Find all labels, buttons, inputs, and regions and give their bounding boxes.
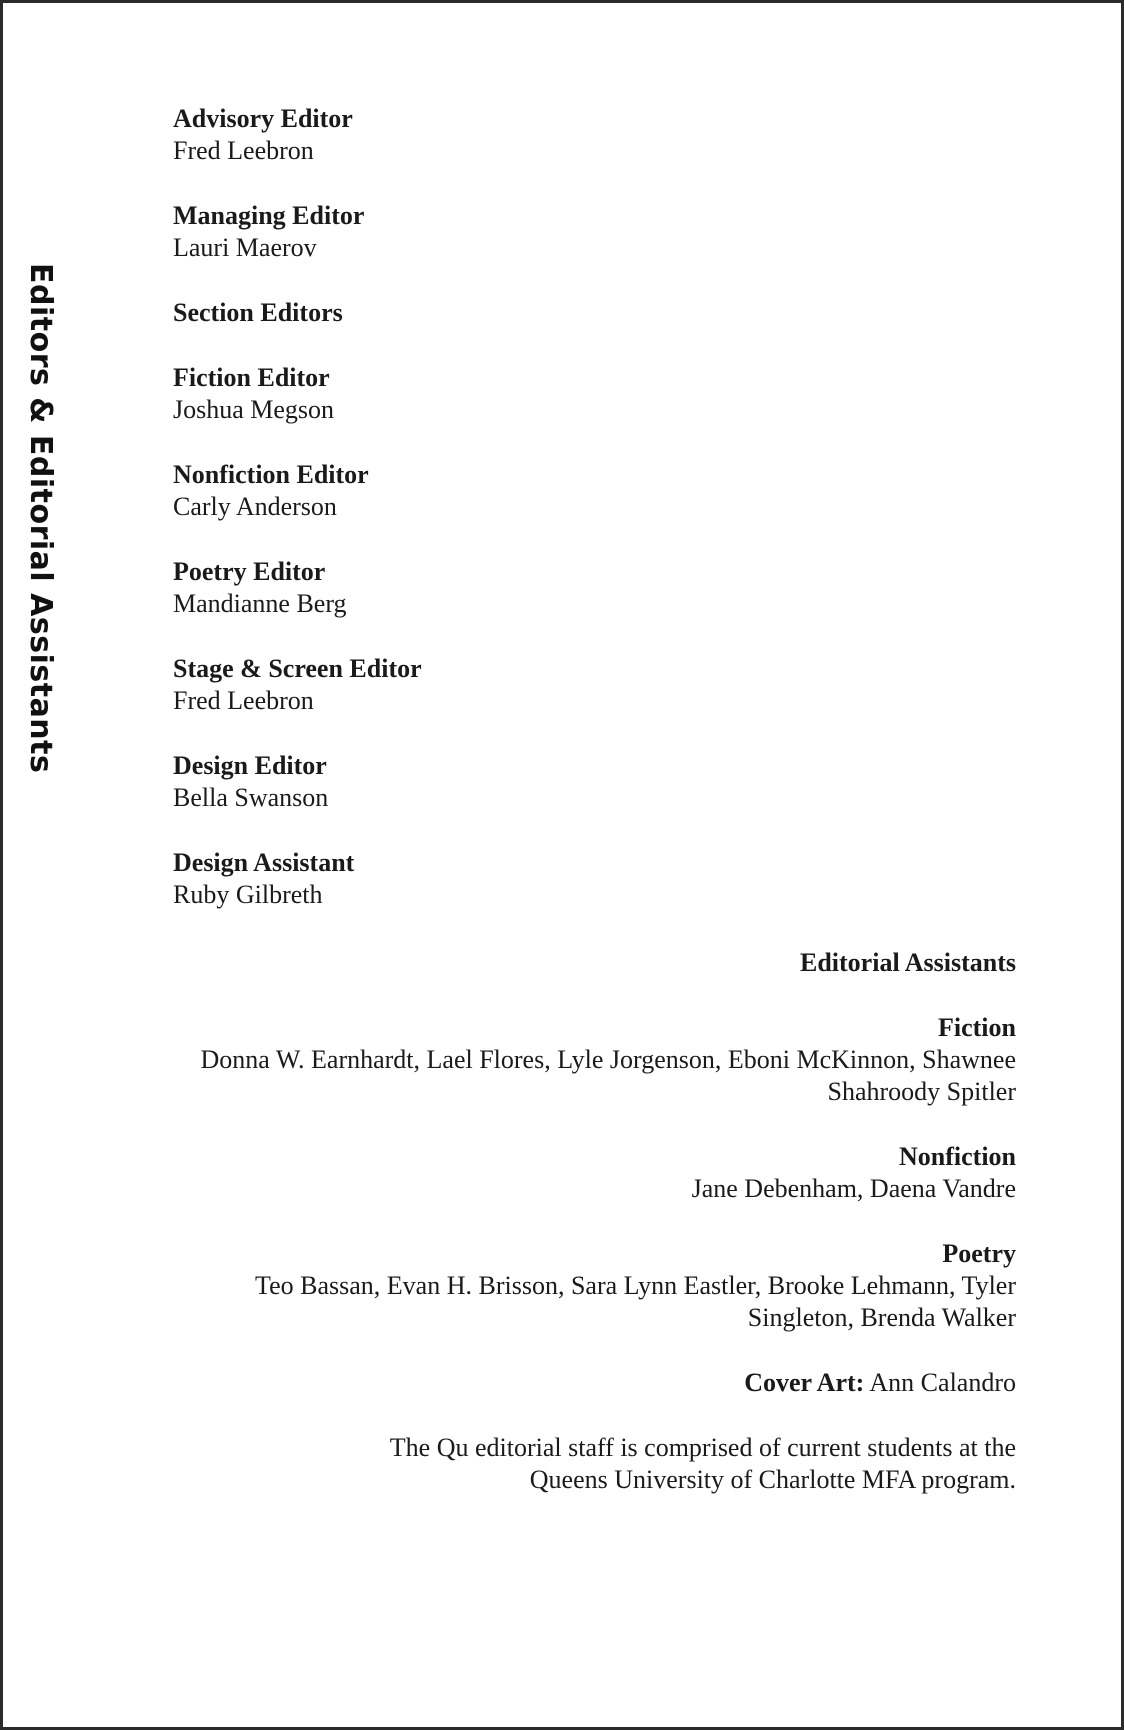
group-title: Poetry	[942, 1239, 1016, 1268]
assistant-group-poetry	[156, 1238, 1016, 1334]
masthead-entry	[173, 200, 873, 264]
assistant-group-fiction	[156, 1012, 1016, 1108]
role-title: Managing Editor	[173, 201, 365, 230]
group-names: Donna W. Earnhardt, Lael Flores, Lyle Jorgenson, Eboni McKinnon, Shawnee Shahroody Spitler	[200, 1045, 1016, 1106]
editorial-assistants-heading: Editorial Assistants	[800, 948, 1016, 977]
group-names: Jane Debenham, Daena Vandre	[691, 1174, 1016, 1203]
group-title: Fiction	[938, 1013, 1016, 1042]
person-name: Joshua Megson	[173, 395, 335, 424]
masthead-entry	[173, 297, 873, 329]
masthead-entry	[173, 847, 873, 911]
masthead-entry	[173, 103, 873, 167]
person-name: Mandianne Berg	[173, 589, 347, 618]
person-name: Lauri Maerov	[173, 233, 317, 262]
editorial-assistants-section	[156, 947, 1016, 1496]
person-name: Carly Anderson	[173, 492, 337, 521]
role-title: Nonfiction Editor	[173, 460, 369, 489]
role-title: Design Editor	[173, 751, 327, 780]
assistant-group-nonfiction	[156, 1141, 1016, 1205]
role-title: Design Assistant	[173, 848, 355, 877]
person-name: Ruby Gilbreth	[173, 880, 323, 909]
role-title: Advisory Editor	[173, 104, 353, 133]
person-name: Bella Swanson	[173, 783, 329, 812]
person-name: Fred Leebron	[173, 136, 314, 165]
masthead-entry	[173, 459, 873, 523]
role-title: Stage & Screen Editor	[173, 654, 422, 683]
cover-art-label: Cover Art:	[744, 1368, 865, 1397]
group-names: Teo Bassan, Evan H. Brisson, Sara Lynn Eastler, Brooke Lehmann, Tyler Singleton, Brenda Walker	[255, 1271, 1016, 1332]
role-title: Poetry Editor	[173, 557, 326, 586]
masthead-entry	[173, 750, 873, 814]
masthead-entry	[173, 362, 873, 426]
staff-note: The Qu editorial staff is comprised of current students at the Queens University of Charlotte MFA program.	[389, 1433, 1016, 1494]
group-title: Nonfiction	[899, 1142, 1016, 1171]
masthead-list	[173, 103, 873, 944]
side-title: Editors & Editorial Assistants	[23, 263, 58, 774]
person-name: Fred Leebron	[173, 686, 314, 715]
role-title: Fiction Editor	[173, 363, 330, 392]
cover-art-credit	[156, 1367, 1016, 1399]
masthead-entry	[173, 556, 873, 620]
masthead-entry	[173, 653, 873, 717]
cover-art-name: Ann Calandro	[869, 1368, 1016, 1397]
role-title: Section Editors	[173, 298, 343, 327]
